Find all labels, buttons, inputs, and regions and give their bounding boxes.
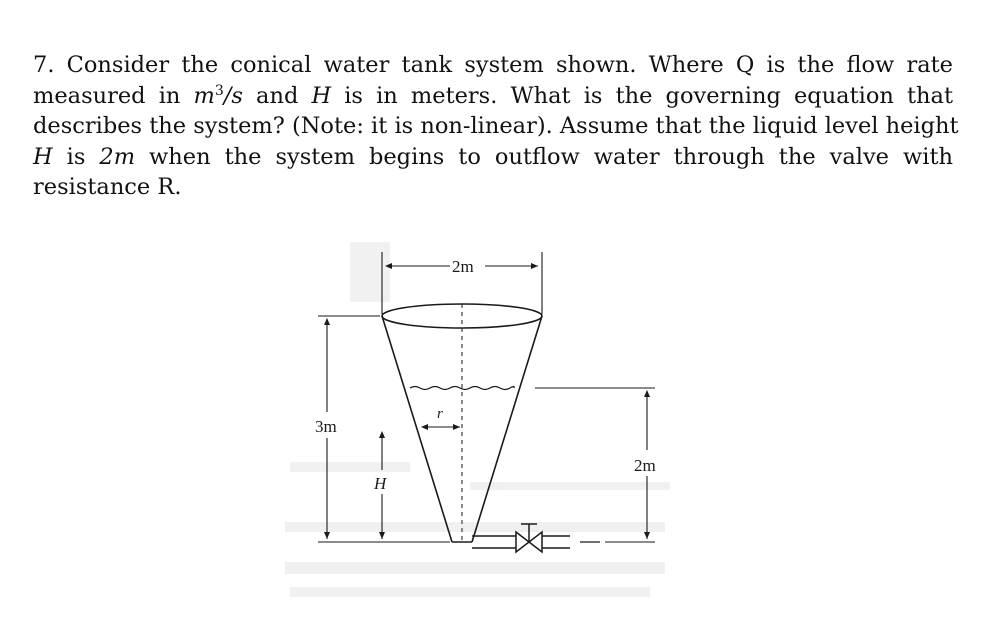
top-dimension-label: 2m: [452, 257, 474, 276]
question-line-1: 7. Consider the conical water tank system shown. Where Q is the flow rate: [33, 52, 953, 78]
question-number: 7.: [33, 52, 55, 78]
question-line-5: resistance R.: [33, 174, 182, 200]
radius-label: r: [437, 406, 443, 422]
scan-smudges: [285, 242, 670, 597]
unit-per-s: /s: [223, 82, 243, 109]
question-line-2: measured in $m^3/s$ and H is in meters. What is the governing equation that: [33, 82, 953, 109]
conical-tank-diagram: [270, 222, 700, 622]
question-line-4: H is 2m when the system begins to outflow water through the valve with: [33, 143, 953, 170]
left-dimension-label: 3m: [315, 417, 337, 436]
left-dimension: [318, 316, 450, 542]
question-text: [33, 50, 959, 203]
unit-m: m: [193, 82, 215, 109]
conical-tank-figure: [270, 222, 700, 622]
cone-left-wall: [382, 316, 452, 542]
question-line-3: describes the system? (Note: it is non-linear). Assume that the liquid level height: [33, 113, 959, 139]
outlet-pipe: [472, 536, 600, 548]
unit-exponent: 3: [214, 82, 224, 99]
variable-h-2: H: [33, 143, 53, 170]
variable-h: H: [311, 82, 332, 109]
initial-height: 2m: [99, 143, 136, 170]
right-dimension-label: 2m: [634, 456, 656, 475]
level-label: H: [374, 474, 387, 493]
cone-right-wall: [472, 316, 542, 542]
